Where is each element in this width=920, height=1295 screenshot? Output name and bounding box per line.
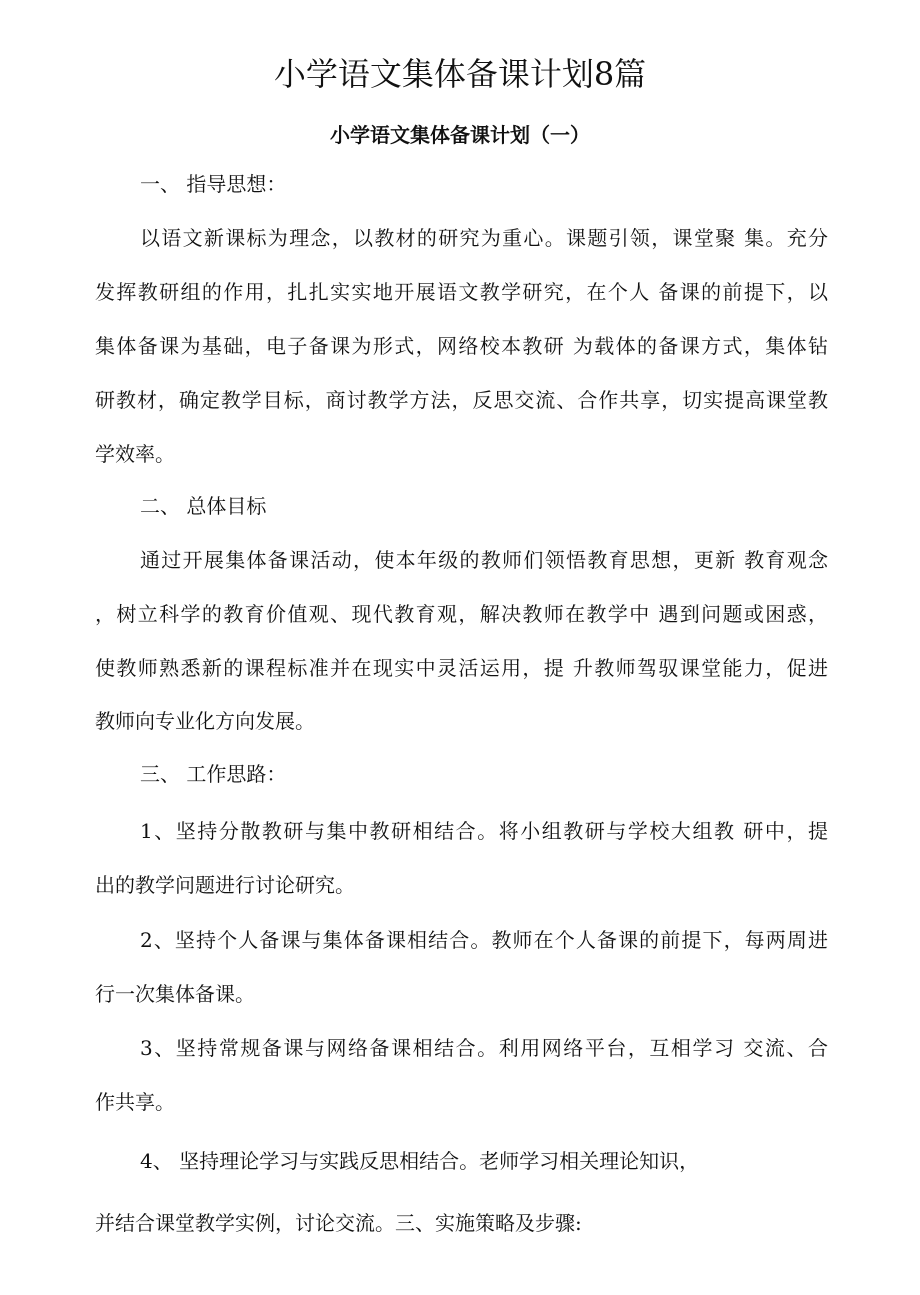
- list-item-line: 1、坚持分散教研与集中教研相结合。将小组教研与学校大组教 研中，提: [140, 819, 828, 843]
- paragraph-line: 使教师熟悉新的课程标准并在现实中灵活运用，提 升教师驾驭课堂能力，促进: [95, 656, 828, 680]
- section-heading: 一、 指导思想：: [140, 172, 287, 196]
- list-item-line: 行一次集体备课。: [95, 982, 255, 1006]
- paragraph-line: 发挥教研组的作用，扎扎实实地开展语文教学研究，在个人 备课的前提下，以: [95, 280, 828, 304]
- list-item-line: 3、坚持常规备课与网络备课相结合。利用网络平台，互相学习 交流、合: [140, 1036, 828, 1060]
- paragraph-line: 教师向专业化方向发展。: [95, 709, 315, 733]
- paragraph-line: 集体备课为基础，电子备课为形式，网络校本教研 为载体的备课方式，集体钻: [95, 334, 828, 358]
- section-heading: 三、 工作思路：: [140, 762, 287, 786]
- list-item-line: 并结合课堂教学实例，讨论交流。三、实施策略及步骤:: [95, 1211, 582, 1235]
- paragraph-line: 通过开展集体备课活动，使本年级的教师们领悟教育思想，更新 教育观念: [140, 548, 828, 572]
- list-item-line: 2、坚持个人备课与集体备课相结合。教师在个人备课的前提下，每两周进: [140, 928, 828, 952]
- paragraph-line: ，树立科学的教育价值观、现代教育观，解决教师在教学中 遇到问题或困惑，: [95, 602, 828, 626]
- document-subtitle: 小学语文集体备课计划（一）: [330, 123, 590, 147]
- paragraph-line: 研教材，确定教学目标，商讨教学方法，反思交流、合作共享，切实提高课堂教: [95, 388, 828, 412]
- section-heading: 二、 总体目标: [140, 494, 267, 518]
- list-item-line: 作共享。: [95, 1090, 175, 1114]
- list-item-line: 4、 坚持理论学习与实践反思相结合。老师学习相关理论知识，: [140, 1149, 700, 1173]
- paragraph-line: 以语文新课标为理念，以教材的研究为重心。课题引领，课堂聚 集。充分: [140, 226, 828, 250]
- document-title: 小学语文集体备课计划8篇: [273, 55, 647, 93]
- paragraph-line: 学效率。: [95, 442, 175, 466]
- list-item-line: 出的教学问题进行讨论研究。: [95, 873, 355, 897]
